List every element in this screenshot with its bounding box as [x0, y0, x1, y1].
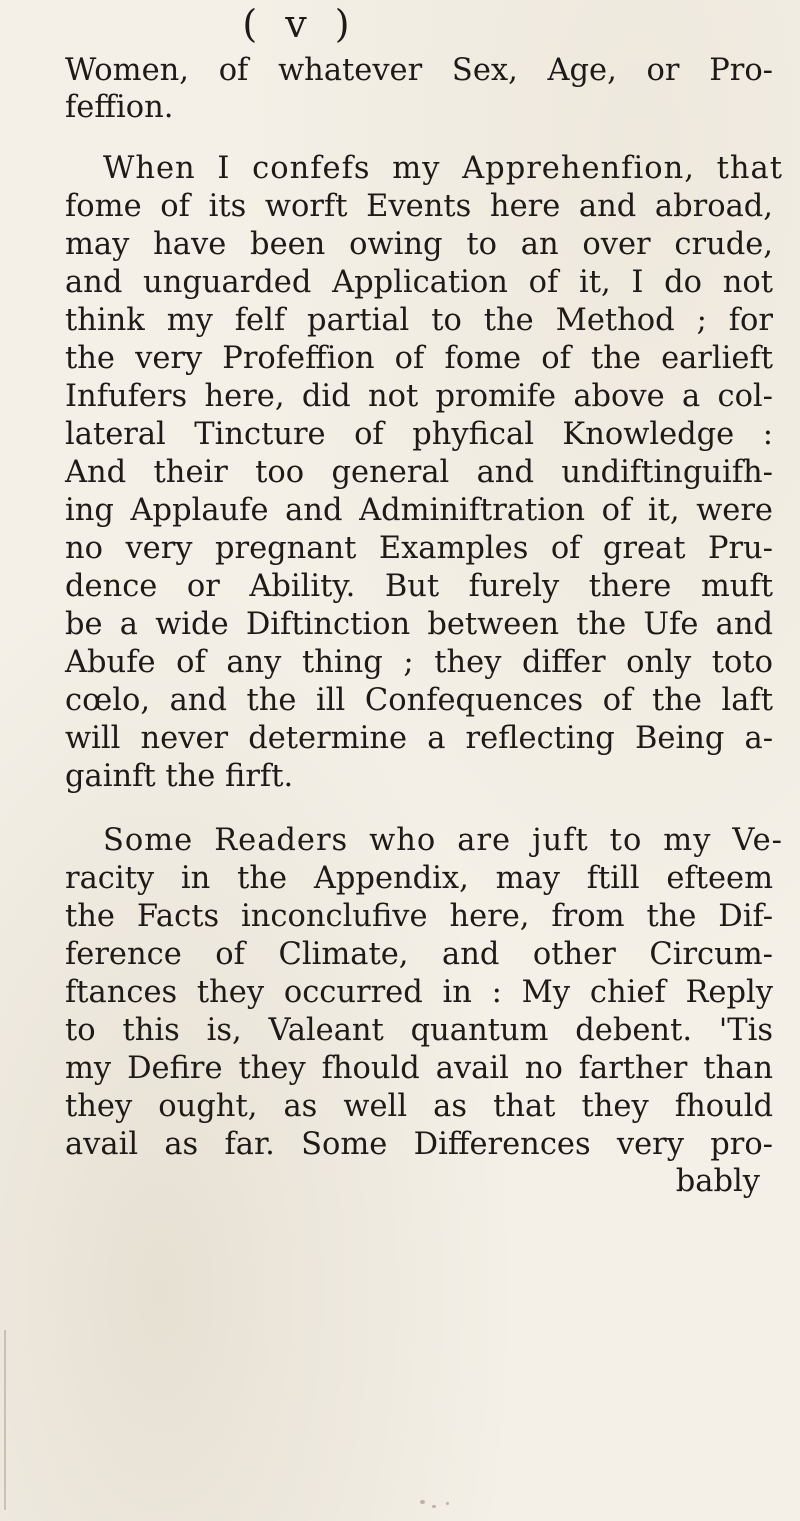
text-line: gainft the firft. — [65, 759, 294, 794]
text-line: Infufers here, did not promife above a col- — [65, 379, 773, 414]
text-line: ference of Climate, and other Circum- — [65, 937, 773, 972]
text-line: Women, of whatever Sex, Age, or Pro- — [65, 53, 773, 88]
catchword: bably — [675, 1164, 760, 1199]
page-number: ( v ) — [242, 2, 358, 46]
text-line: ing Applaufe and Adminiftration of it, were — [65, 493, 773, 528]
paragraph-start: Some Readers who are juft to my Ve- — [103, 823, 783, 858]
paragraph-start: When I confefs my Apprehenfion, that — [103, 151, 783, 186]
text-line: And their too general and undiftinguifh- — [65, 455, 773, 490]
text-line: the Facts inconclufive here, from the Dif- — [65, 899, 773, 934]
text-line: Abufe of any thing ; they differ only toto — [65, 645, 773, 680]
text-line: will never determine a reflecting Being a- — [65, 721, 773, 756]
text-line: the very Profeffion of fome of the earlieft — [65, 341, 773, 376]
text-line: may have been owing to an over crude, — [65, 227, 773, 262]
paper-speck — [300, 250, 303, 253]
text-line: dence or Ability. But furely there muft — [65, 569, 773, 604]
text-line: avail as far. Some Differences very pro- — [65, 1127, 773, 1162]
text-line: they ought, as well as that they fhould — [65, 1089, 773, 1124]
paper-speck — [420, 1500, 425, 1504]
text-line: lateral Tincture of phyfical Knowledge : — [65, 417, 773, 452]
text-line: think my felf partial to the Method ; for — [65, 303, 773, 338]
text-line: be a wide Diftinction between the Ufe and — [65, 607, 773, 642]
text-line: feffion. — [65, 90, 174, 125]
text-line: to this is, Valeant quantum debent. 'Tis — [65, 1013, 773, 1048]
text-line: racity in the Appendix, may ftill efteem — [65, 861, 773, 896]
text-line: fome of its worft Events here and abroad, — [65, 189, 773, 224]
text-line: cœlo, and the ill Confequences of the laft — [65, 683, 773, 718]
text-line: and unguarded Application of it, I do not — [65, 265, 773, 300]
paper-speck — [432, 1505, 436, 1508]
text-line: my Defire they fhould avail no farther than — [65, 1051, 773, 1086]
paper-speck — [446, 1502, 449, 1505]
paper-edge-mark — [4, 1330, 6, 1510]
text-line: no very pregnant Examples of great Pru- — [65, 531, 773, 566]
text-line: ftances they occurred in : My chief Reply — [65, 975, 773, 1010]
